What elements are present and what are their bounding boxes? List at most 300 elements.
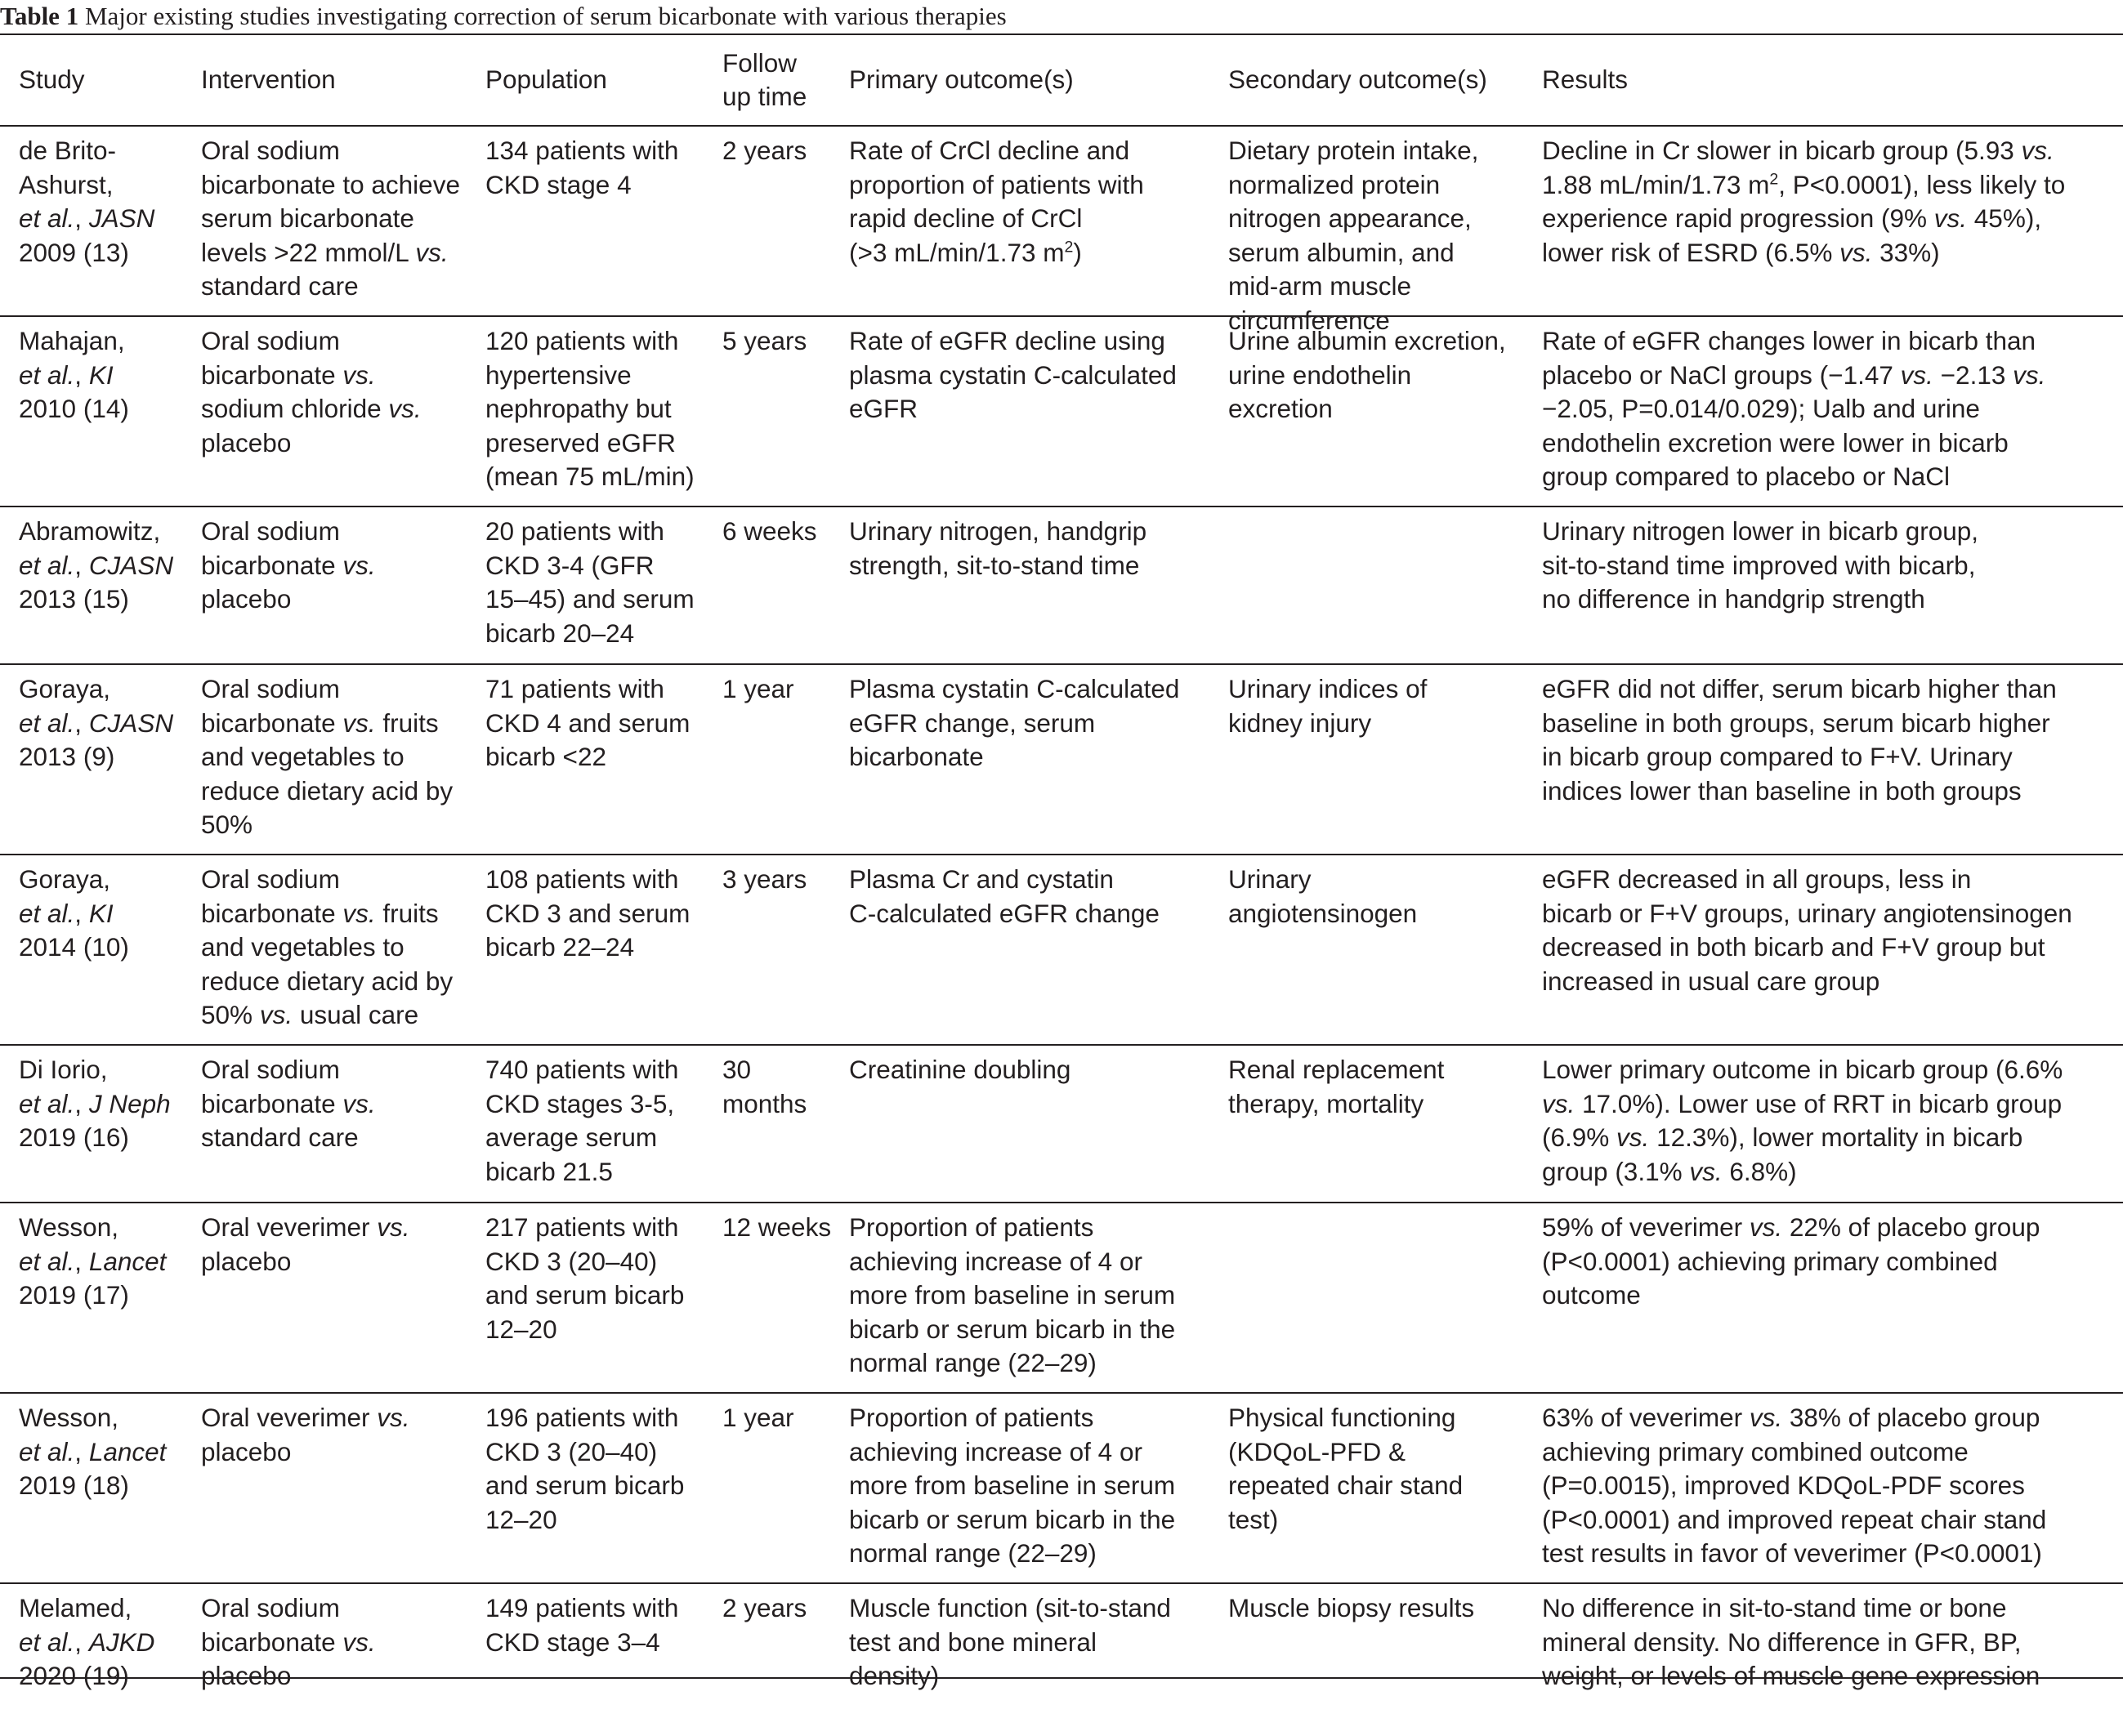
cell-text: Goraya, (19, 674, 111, 703)
cell-line (19, 168, 154, 203)
cell-results (1542, 1591, 2040, 1694)
cell-line (19, 1245, 166, 1279)
cell-line (485, 549, 695, 583)
cell-line (201, 863, 453, 897)
header-text: Intervention (201, 65, 336, 95)
cell-text: 17.0%). Lower use of RRT in bicarb group (1575, 1088, 2063, 1118)
cell-line (201, 1245, 410, 1279)
cell-line (1228, 897, 1417, 931)
cell-line (485, 863, 690, 897)
cell-text: plasma cystatin C-calculated (849, 359, 1177, 390)
italic-text: vs. (342, 1088, 376, 1118)
cell-intervention (201, 672, 453, 842)
table-row (0, 506, 2123, 663)
cell-line (1228, 672, 1427, 707)
cell-line (722, 1211, 831, 1245)
cell-primary-outcome (849, 1053, 1070, 1087)
cell-results (1542, 324, 2045, 494)
cell-line (201, 168, 460, 203)
cell-text: Rate of CrCl decline and (849, 136, 1130, 165)
cell-line (19, 515, 173, 549)
cell-line (201, 930, 453, 965)
cell-text: 2019 (17) (19, 1280, 129, 1310)
cell-line (485, 707, 690, 741)
cell-text: Plasma Cr and cystatin (849, 864, 1114, 894)
cell-text: Urinary (1228, 864, 1312, 894)
cell-secondary-outcome (1228, 863, 1417, 930)
cell-line (201, 1626, 376, 1660)
cell-line (1542, 1659, 2040, 1694)
table-caption-text: Major existing studies investigating correction of serum bicarbonate with various therapies (84, 2, 1007, 30)
cell-text: and vegetables to (201, 932, 404, 962)
cell-text: eGFR change, serum (849, 707, 1096, 738)
cell-follow-up (722, 1591, 807, 1626)
cell-line (485, 617, 695, 651)
cell-text: bicarbonate to achieve (201, 169, 460, 199)
cell-line (1542, 1435, 2046, 1470)
cell-line (1542, 774, 2057, 809)
cell-line (485, 1435, 684, 1470)
cell-text: Oral veverimer (201, 1212, 378, 1242)
cell-text: levels >22 mmol/L (201, 237, 416, 267)
cell-line (485, 1121, 678, 1155)
cell-text: experience rapid progression (9% (1542, 203, 1934, 233)
cell-text: 134 patients with (485, 136, 679, 165)
cell-text: group (3.1% (1542, 1156, 1690, 1186)
cell-line (19, 1591, 154, 1626)
cell-line (201, 1121, 376, 1155)
cell-text: bicarbonate (849, 742, 984, 771)
cell-text: mid-arm muscle (1228, 271, 1412, 301)
cell-line (849, 549, 1146, 583)
italic-text: et al. (19, 898, 75, 928)
cell-text: (P<0.0001) and improved repeat chair stand (1542, 1504, 2047, 1534)
cell-text: CKD 4 and serum (485, 707, 691, 738)
italic-text: CJASN (88, 550, 174, 580)
cell-text: Melamed, (19, 1593, 132, 1622)
cell-line (1542, 1245, 2040, 1279)
cell-text: Ashurst, (19, 169, 114, 199)
cell-line (201, 1211, 410, 1245)
cell-text: (6.9% (1542, 1122, 1617, 1152)
cell-line (1542, 897, 2072, 931)
cell-text: 1 year (722, 1403, 794, 1432)
cell-text: eGFR did not differ, serum bicarb higher than (1542, 674, 2057, 703)
italic-text: vs. (415, 237, 449, 267)
cell-text: 20 patients with (485, 516, 664, 546)
cell-text: lower risk of ESRD (6.5% (1542, 237, 1840, 267)
cell-line (849, 1537, 1175, 1571)
cell-text: CKD stage 4 (485, 169, 632, 199)
superscript-text: 2 (1769, 170, 1779, 188)
cell-text: 2020 (19) (19, 1661, 129, 1690)
cell-text: placebo (201, 1436, 292, 1466)
cell-text: placebo (201, 1246, 292, 1276)
cell-text: circumference (1228, 305, 1390, 335)
cell-results (1542, 1053, 2063, 1189)
cell-intervention (201, 515, 376, 617)
cell-text: group compared to placebo or NaCl (1542, 462, 1951, 491)
cell-text: 12.3%), lower mortality in bicarb (1649, 1122, 2023, 1152)
cell-secondary-outcome (1228, 1053, 1444, 1121)
italic-text: vs. (1542, 1088, 1575, 1118)
cell-text: 3 years (722, 864, 807, 894)
cell-line (19, 1626, 154, 1660)
cell-line (19, 672, 173, 707)
cell-line (849, 134, 1144, 168)
cell-line (1228, 270, 1478, 304)
cell-line (849, 236, 1144, 270)
cell-text: decreased in both bicarb and F+V group but (1542, 932, 2045, 962)
cell-population (485, 1401, 684, 1537)
cell-text: outcome (1542, 1280, 1641, 1310)
cell-text: , (74, 707, 89, 738)
cell-line (485, 1245, 684, 1279)
cell-text: achieving primary combined outcome (1542, 1436, 1969, 1466)
italic-text: vs. (342, 550, 376, 580)
cell-text: Physical functioning (1228, 1403, 1456, 1432)
cell-text: CKD 3 and serum (485, 898, 691, 928)
cell-line (722, 324, 807, 359)
cell-line (485, 359, 695, 393)
cell-text: No difference in sit-to-stand time or bone (1542, 1593, 2007, 1622)
cell-line (1228, 324, 1506, 359)
cell-line (1228, 236, 1478, 270)
cell-text: months (722, 1088, 807, 1118)
cell-line (1228, 707, 1427, 741)
cell-text: 50% (201, 810, 253, 839)
header-results (1542, 35, 1628, 125)
cell-line (485, 740, 690, 774)
cell-text: Decline in Cr slower in bicarb group (5.93 (1542, 136, 2022, 165)
cell-text: weight, or levels of muscle gene expression (1542, 1661, 2040, 1690)
cell-text: , P<0.0001), less likely to (1778, 169, 2066, 199)
cell-text: 12–20 (485, 1504, 557, 1534)
cell-line (722, 515, 817, 549)
italic-text: et al. (19, 1436, 75, 1466)
cell-text: Urine albumin excretion, (1228, 326, 1506, 355)
cell-text: 2013 (9) (19, 742, 115, 771)
cell-text: , (74, 898, 89, 928)
cell-line (19, 863, 129, 897)
cell-secondary-outcome (1228, 324, 1506, 426)
cell-line (1228, 1591, 1474, 1626)
cell-primary-outcome (849, 1591, 1171, 1694)
cell-text: 2013 (15) (19, 584, 129, 614)
cell-text: 196 patients with (485, 1403, 679, 1432)
cell-text: fruits (375, 898, 439, 928)
cell-text: 1.88 mL/min/1.73 m (1542, 169, 1770, 199)
table-row (0, 1392, 2123, 1582)
cell-text: bicarbonate (201, 1627, 343, 1657)
italic-text: vs. (1749, 1212, 1783, 1242)
cell-text: , (74, 1246, 89, 1276)
cell-line (201, 236, 460, 270)
italic-text: Lancet (88, 1436, 167, 1466)
cell-intervention (201, 1211, 410, 1279)
cell-text: bicarb 20–24 (485, 618, 635, 648)
italic-text: vs. (342, 898, 376, 928)
cell-text: serum albumin, and (1228, 237, 1455, 267)
cell-line (1542, 965, 2072, 999)
cell-line (485, 426, 695, 461)
cell-results (1542, 672, 2057, 808)
cell-line (1542, 392, 2045, 426)
cell-text: , (74, 1436, 89, 1466)
cell-line (1542, 359, 2045, 393)
cell-text: proportion of patients with (849, 169, 1144, 199)
cell-line (485, 1469, 684, 1503)
header-text: Secondary outcome(s) (1228, 65, 1487, 95)
cell-line (19, 930, 129, 965)
cell-text: 50% (201, 1000, 260, 1029)
cell-line (1542, 236, 2065, 270)
cell-text: bicarbonate (201, 359, 343, 390)
cell-line (849, 1053, 1070, 1087)
cell-line (849, 1401, 1175, 1435)
cell-line (485, 582, 695, 617)
cell-line (1542, 1279, 2040, 1313)
cell-text: −2.13 (1933, 359, 2013, 390)
cell-line (849, 392, 1177, 426)
cell-text: Oral sodium (201, 516, 340, 546)
cell-population (485, 515, 695, 650)
cell-line (19, 1279, 166, 1313)
cell-text: −2.05, P=0.014/0.029); Ualb and urine (1542, 394, 1980, 423)
cell-line (1228, 863, 1417, 897)
cell-text: 2010 (14) (19, 394, 129, 423)
cell-line (849, 202, 1144, 236)
cell-text: Renal replacement (1228, 1055, 1445, 1084)
cell-study (19, 515, 173, 617)
cell-text: 149 patients with (485, 1593, 679, 1622)
cell-text: average serum (485, 1122, 658, 1152)
cell-line (849, 1503, 1175, 1537)
cell-text: 59% of veverimer (1542, 1212, 1750, 1242)
cell-secondary-outcome (1228, 1401, 1463, 1537)
cell-study (19, 1401, 166, 1503)
cell-line (849, 1313, 1175, 1347)
cell-line (1542, 1503, 2046, 1537)
cell-line (201, 426, 422, 461)
cell-line (1542, 324, 2045, 359)
cell-text: bicarbonate (201, 898, 343, 928)
cell-study (19, 1211, 166, 1313)
cell-text: (mean 75 mL/min) (485, 462, 695, 491)
cell-results (1542, 863, 2072, 998)
cell-text: , (74, 1627, 89, 1657)
table-row (0, 854, 2123, 1044)
cell-text: placebo or NaCl groups (−1.47 (1542, 359, 1901, 390)
cell-text: eGFR decreased in all groups, less in (1542, 864, 1972, 894)
cell-text: 22% of placebo group (1782, 1212, 2040, 1242)
cell-line (201, 808, 453, 842)
cell-line (19, 1435, 166, 1470)
italic-text: KI (88, 898, 114, 928)
superscript-text: 2 (1064, 238, 1074, 256)
italic-text: vs. (1749, 1403, 1783, 1432)
cell-line (1542, 515, 1978, 549)
cell-text: excretion (1228, 394, 1333, 423)
cell-follow-up (722, 1401, 794, 1435)
cell-text: endothelin excretion were lower in bicarb (1542, 427, 2009, 457)
cell-text: 33%) (1872, 237, 1940, 267)
cell-secondary-outcome (1228, 134, 1478, 337)
cell-line (1542, 1591, 2040, 1626)
cell-line (201, 672, 453, 707)
cell-line (849, 863, 1160, 897)
italic-text: et al. (19, 1246, 75, 1276)
header-secondary-outcome (1228, 35, 1487, 125)
cell-line (1542, 134, 2065, 168)
cell-line (1228, 1087, 1444, 1122)
cell-text: 71 patients with (485, 674, 664, 703)
header-text: Population (485, 65, 607, 95)
cell-text: Muscle function (sit-to-stand (849, 1593, 1171, 1622)
table-row (0, 1044, 2123, 1202)
cell-text: bicarbonate (201, 550, 343, 580)
cell-line (485, 1279, 684, 1313)
cell-line (485, 1591, 678, 1626)
cell-line (485, 324, 695, 359)
cell-line (19, 582, 173, 617)
cell-study (19, 134, 154, 270)
cell-follow-up (722, 324, 807, 359)
italic-text: et al. (19, 359, 75, 390)
cell-text: 2019 (16) (19, 1122, 129, 1152)
cell-line (1228, 1401, 1463, 1435)
cell-line (201, 774, 453, 809)
cell-text: Rate of eGFR decline using (849, 326, 1165, 355)
header-primary-outcome (849, 35, 1074, 125)
header-intervention (201, 35, 336, 125)
cell-text: Creatinine doubling (849, 1055, 1071, 1084)
table-caption-label: Table 1 (0, 2, 79, 30)
cell-line (1542, 863, 2072, 897)
cell-study (19, 1053, 171, 1155)
cell-study (19, 672, 173, 774)
cell-text: Urinary nitrogen, handgrip (849, 516, 1147, 546)
cell-text: bicarbonate (201, 1088, 343, 1118)
cell-line (1228, 1053, 1444, 1087)
cell-line (485, 1626, 678, 1660)
cell-text: Oral sodium (201, 326, 340, 355)
cell-text: Wesson, (19, 1403, 118, 1432)
cell-results (1542, 515, 1978, 617)
cell-line (722, 134, 807, 168)
cell-line (849, 1591, 1171, 1626)
italic-text: vs. (2013, 359, 2046, 390)
cell-line (19, 236, 154, 270)
cell-text: Oral sodium (201, 136, 340, 165)
italic-text: AJKD (88, 1627, 155, 1657)
cell-line (485, 1313, 684, 1347)
cell-text: 217 patients with (485, 1212, 679, 1242)
cell-line (19, 324, 129, 359)
cell-line (849, 1469, 1175, 1503)
cell-line (201, 965, 453, 999)
italic-text: et al. (19, 1627, 75, 1657)
cell-text: test and bone mineral (849, 1627, 1097, 1657)
cell-text: 12 weeks (722, 1212, 832, 1242)
cell-study (19, 863, 129, 965)
cell-line (201, 897, 453, 931)
cell-line (1542, 1469, 2046, 1503)
cell-line (201, 202, 460, 236)
cell-text: bicarbonate (201, 707, 343, 738)
cell-results (1542, 134, 2065, 270)
cell-text: Dietary protein intake, (1228, 136, 1479, 165)
cell-text: increased in usual care group (1542, 966, 1880, 996)
cell-line (1228, 168, 1478, 203)
cell-line (485, 168, 678, 203)
cell-text: Rate of eGFR changes lower in bicarb than (1542, 326, 2036, 355)
cell-line (485, 1503, 684, 1537)
cell-line (19, 1087, 171, 1122)
cell-text: standard care (201, 1122, 359, 1152)
italic-text: vs. (2021, 136, 2054, 165)
cell-line (19, 1121, 171, 1155)
cell-results (1542, 1211, 2040, 1313)
cell-text: bicarb 21.5 (485, 1156, 613, 1186)
cell-line (1542, 740, 2057, 774)
cell-intervention (201, 1591, 376, 1694)
cell-intervention (201, 134, 460, 304)
cell-line (1542, 1401, 2046, 1435)
cell-text: 2019 (18) (19, 1470, 129, 1500)
cell-primary-outcome (849, 672, 1179, 774)
header-text: Primary outcome(s) (849, 65, 1074, 95)
cell-line (1542, 202, 2065, 236)
italic-text: vs. (342, 359, 376, 390)
cell-text: angiotensinogen (1228, 898, 1418, 928)
cell-text: placebo (201, 584, 292, 614)
cell-text: in bicarb group compared to F+V. Urinary (1542, 742, 2013, 771)
cell-text: eGFR (849, 394, 918, 423)
cell-text: ) (1073, 237, 1082, 267)
cell-text: (KDQoL-PFD & (1228, 1436, 1406, 1466)
cell-text: , (74, 359, 89, 390)
cell-line (1542, 1121, 2063, 1155)
cell-follow-up (722, 672, 794, 707)
cell-line (849, 672, 1179, 707)
cell-text: de Brito- (19, 136, 117, 165)
cell-follow-up (722, 863, 807, 897)
italic-text: vs. (342, 1627, 376, 1657)
italic-text: vs. (377, 1212, 410, 1242)
cell-line (722, 863, 807, 897)
table-row (0, 315, 2123, 506)
cell-line (849, 1245, 1175, 1279)
cell-text: CKD 3-4 (GFR (485, 550, 655, 580)
cell-text: CKD 3 (20–40) (485, 1436, 658, 1466)
cell-line (1228, 1469, 1463, 1503)
cell-text: Plasma cystatin C-calculated (849, 674, 1180, 703)
cell-text: 30 (722, 1055, 752, 1084)
cell-secondary-outcome (1228, 672, 1427, 740)
cell-line (485, 134, 678, 168)
cell-line (19, 359, 129, 393)
cell-population (485, 863, 690, 965)
cell-text: normal range (22–29) (849, 1538, 1097, 1568)
cell-text: 2 years (722, 1593, 807, 1622)
cell-text: (>3 mL/min/1.73 m (849, 237, 1065, 267)
cell-text: Urinary indices of (1228, 674, 1428, 703)
cell-line (849, 1435, 1175, 1470)
italic-text: vs. (1616, 1122, 1650, 1152)
cell-line (201, 515, 376, 549)
cell-line (722, 1053, 807, 1087)
